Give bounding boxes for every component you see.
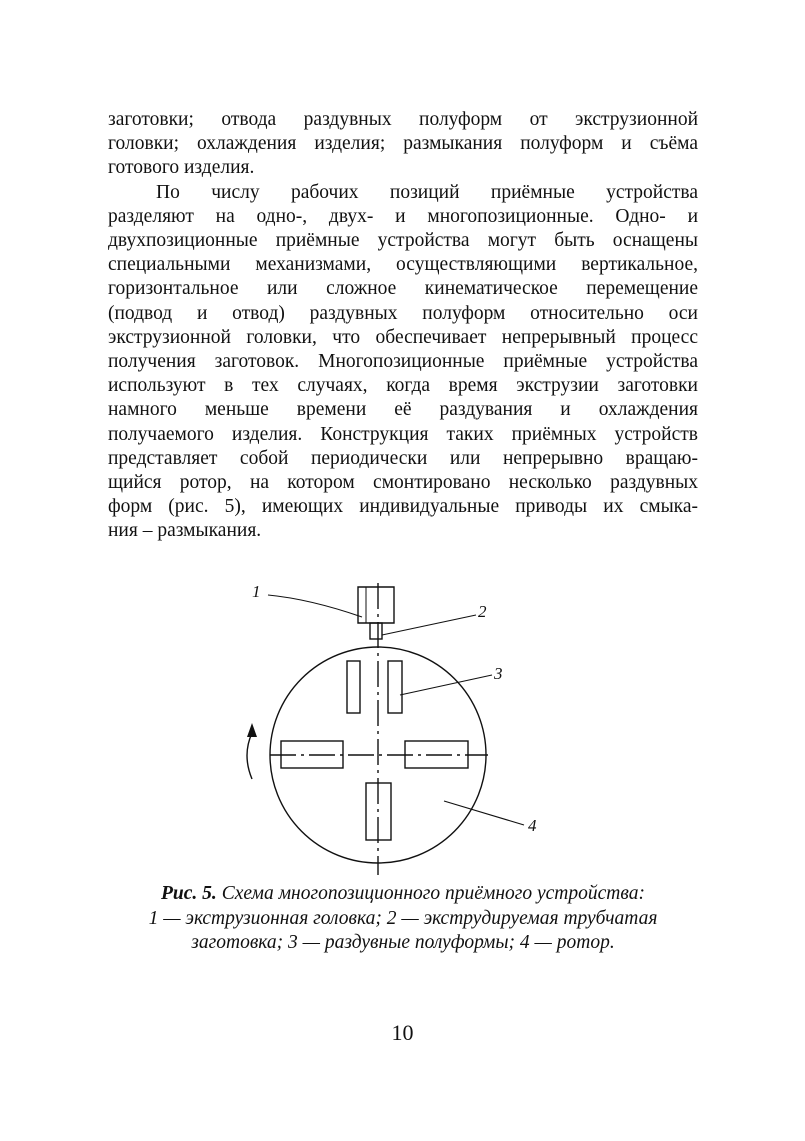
figure-label-1: 1 (252, 582, 261, 601)
figure-label-3: 3 (494, 664, 503, 683)
text-line: щийся ротор, на котором смонтировано несколько раздувных (108, 472, 698, 494)
text-line: форм (рис. 5), имеющих индивидуальные приводы их смыка- (108, 496, 698, 518)
figure-label-2: 2 (478, 602, 487, 621)
parison-tube (370, 623, 382, 639)
caption-line-2: 1 — экструзионная головка; 2 — экструдируемая трубчатая (148, 907, 658, 929)
text-line: намного меньше времени её раздувания и охлаждения (108, 399, 698, 421)
extrusion-head (358, 587, 394, 623)
text-line: получения заготовок. Многопозиционные приёмные устройства (108, 351, 698, 373)
text-line: используют в тех случаях, когда время экструзии заготовки (108, 375, 698, 397)
leader-2 (382, 615, 476, 635)
paragraph-1 (108, 108, 698, 181)
caption-line-3: заготовка; 3 — раздувные полуформы; 4 — ротор. (191, 932, 615, 953)
text-line: ния – размыкания. (108, 520, 262, 542)
text-line: По числу рабочих позиций приёмные устройства (156, 181, 698, 203)
text-line: горизонтальное или сложное кинематическое перемещение (108, 278, 698, 300)
leader-3 (400, 675, 492, 695)
text-line: головки; охлаждения изделия; размыкания полуформ и съёма (108, 133, 698, 155)
page-number: 10 (391, 1020, 414, 1045)
text-line: специальными механизмами, осуществляющими вертикальное, (108, 254, 698, 276)
leader-4 (444, 801, 524, 825)
figure-label-4: 4 (528, 816, 537, 835)
text-line: двухпозиционные приёмные устройства могут быть оснащены (108, 230, 698, 252)
caption-title: Схема многопозиционного приёмного устройства: (216, 883, 645, 904)
text-body (108, 108, 698, 544)
text-line: (подвод и отвод) раздувных полуформ относительно оси (108, 302, 698, 324)
text-line: представляет собой периодически или непрерывно вращаю- (108, 447, 698, 469)
text-line: заготовки; отвода раздувных полуформ от экструзионной (108, 109, 698, 130)
figure-caption (108, 882, 698, 956)
paragraph-2 (108, 181, 698, 544)
figure-5-diagram (230, 575, 550, 875)
leader-1 (268, 595, 362, 617)
text-line: разделяют на одно-, двух- и многопозиционные. Одно- и (108, 205, 698, 227)
text-line: получаемого изделия. Конструкция таких приёмных устройств (108, 423, 698, 445)
mold-top-left (347, 661, 360, 713)
rotation-arrow-icon (247, 733, 252, 779)
caption-prefix: Рис. 5. (161, 883, 217, 904)
text-line: экструзионной головки, что обеспечивает непрерывный процесс (108, 326, 698, 348)
text-line: готового изделия. (108, 157, 255, 179)
caption-line-1 (108, 882, 698, 907)
mold-top-right (388, 661, 402, 713)
